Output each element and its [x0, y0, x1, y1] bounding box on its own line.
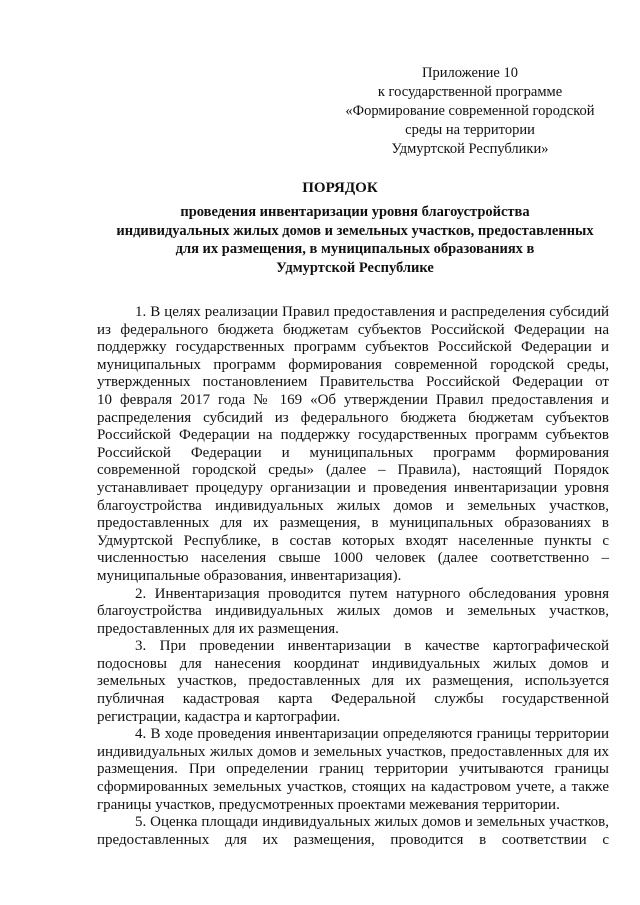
body-line: 3. При проведении инвентаризации в качестве картографической: [135, 638, 609, 655]
body-line: современной городской среды» (далее – Правила), настоящий Порядок: [97, 462, 609, 479]
body-line: муниципальных программ формирования современной городской среды,: [97, 356, 609, 373]
body-line: индивидуальных жилых домов и земельных участков, предоставленных для их: [97, 743, 609, 760]
appendix-line: Приложение 10: [422, 65, 518, 81]
subtitle-line: Удмуртской Республике: [276, 259, 434, 276]
body-line: 4. В ходе проведения инвентаризации определяются границы территории: [135, 726, 609, 743]
body-line: численностью населения свыше 1000 человек (далее соответственно –: [97, 550, 609, 567]
body-line: Российской Федерации на поддержку государственных программ субъектов: [97, 427, 609, 444]
body-line: 1. В целях реализации Правил предоставления и распределения субсидий: [135, 304, 609, 320]
body-line: публичная кадастровая карта Федеральной службы государственной: [97, 691, 609, 708]
appendix-line: к государственной программе: [377, 84, 563, 100]
body-line: из федерального бюджета бюджетам субъектов Российской Федерации на: [97, 321, 609, 338]
body-line: регистрации, кадастра и картографии.: [97, 708, 341, 725]
body-line: распределения субсидий из федерального бюджета бюджетам субъектов: [97, 409, 609, 426]
document-subtitle: [95, 203, 615, 277]
body-line: подосновы для нанесения координат индивидуальных жилых домов и: [97, 655, 609, 672]
body-line: сформированных земельных участков, стоящих на кадастровом учете, а также: [97, 779, 609, 796]
body-line: 10 февраля 2017 года № 169 «Об утверждении Правил предоставления и: [97, 391, 609, 408]
body-line: Российской Федерации и муниципальных программ формирования: [97, 444, 609, 461]
body-line: размещения. При определении границ территории учитываются границы: [97, 761, 609, 778]
body-line: Удмуртской Республике, в состав которых входят населенные пункты с: [97, 532, 609, 549]
document-title: ПОРЯДОК: [302, 180, 378, 196]
appendix-line: Удмуртской Республики»: [391, 141, 549, 157]
body-line: предоставленных для их размещения, в муниципальных образованиях в: [97, 515, 609, 532]
body-line: устанавливает процедуру организации и проведения инвентаризации уровня: [97, 479, 609, 496]
body-line: предоставленных для их размещения.: [97, 620, 339, 637]
body-line: поддержку государственных программ субъектов Российской Федерации и: [97, 339, 609, 356]
body-line: предоставленных для их размещения, проводится в соответствии с: [97, 831, 609, 848]
document-body: [97, 304, 609, 849]
body-line: муниципальные образования, инвентаризация).: [97, 567, 402, 584]
subtitle-line: проведения инвентаризации уровня благоустройства: [180, 204, 530, 220]
body-line: утвержденных постановлением Правительства Российской Федерации от: [97, 374, 609, 391]
body-line: 5. Оценка площади индивидуальных жилых домов и земельных участков,: [135, 814, 609, 831]
body-line: 2. Инвентаризация проводится путем натурного обследования уровня: [135, 585, 609, 602]
appendix-line: «Формирование современной городской: [345, 103, 595, 119]
appendix-line: среды на территории: [405, 122, 535, 138]
subtitle-line: индивидуальных жилых домов и земельных участков, предоставленных: [116, 222, 594, 239]
subtitle-line: для их размещения, в муниципальных образованиях в: [175, 241, 535, 257]
body-line: земельных участков, предоставленных для их размещения, используется: [97, 673, 609, 690]
body-line: границы участков, предусмотренных проектами межевания территории.: [97, 796, 560, 813]
appendix-header: [330, 64, 610, 159]
body-line: благоустройства индивидуальных жилых домов и земельных участков,: [97, 497, 609, 514]
body-line: благоустройства индивидуальных жилых домов и земельных участков,: [97, 603, 609, 620]
